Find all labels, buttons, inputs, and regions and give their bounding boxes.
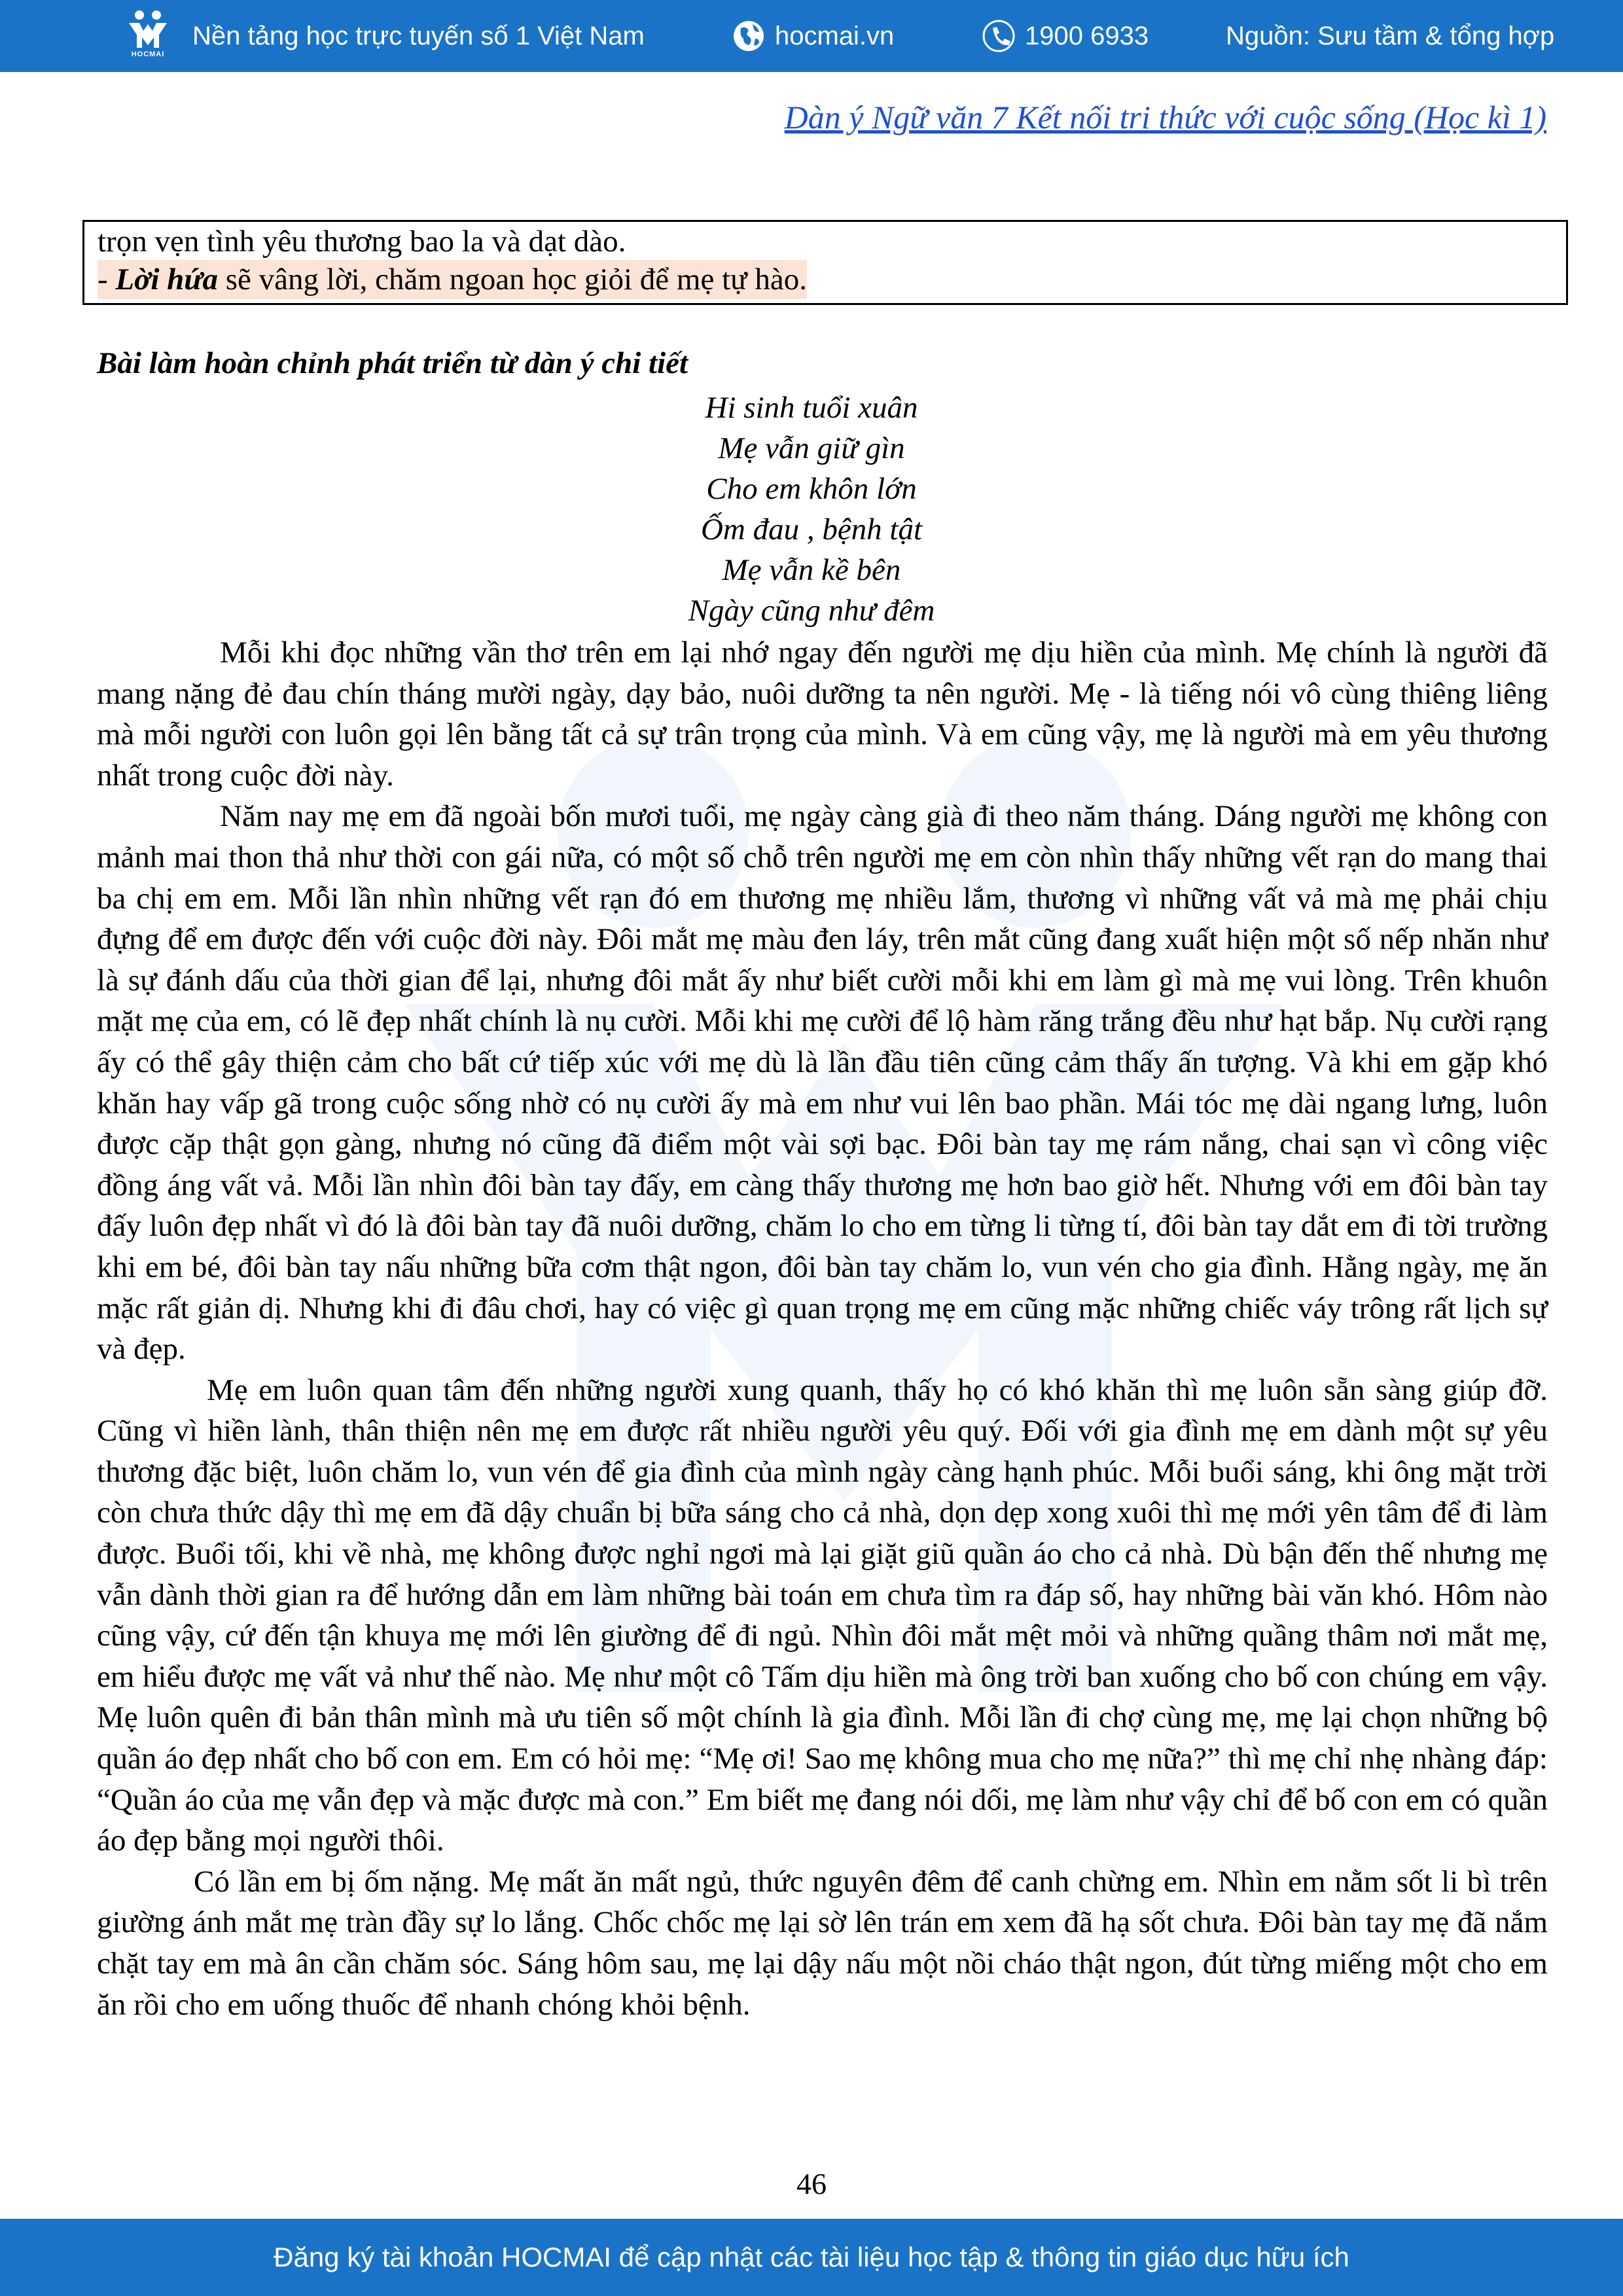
brand-block <box>122 0 645 72</box>
poem-line: Hi sinh tuổi xuân <box>705 391 918 425</box>
paragraph-character: Mẹ em luôn quan tâm đến những người xung quanh, thấy họ có khó khăn thì mẹ luôn sẵn sàng giúp đỡ. Cũng vì hiền lành, thân thiện nên mẹ em được rất nhiều người yêu quý. Đối với gia đình mẹ em dành một sự yêu thương đặc biệt, luôn chăm lo, vun vén để gia đình của mình ngày càng hạnh phúc. Mỗi buổi sáng, khi ông mặt trời còn chưa thức dậy thì mẹ em đã dậy chuẩn bị bữa sáng cho cả nhà, dọn dẹp xong xuôi thì mẹ mới yên tâm để đi làm được. Buổi tối, khi về nhà, mẹ không được nghỉ ngơi mà lại giặt giũ quần áo cho cả nhà. Dù bận đến thế nhưng mẹ vẫn dành thời gian ra để hướng dẫn em làm những bài toán em chưa tìm ra đáp số, hay những bài văn khó. Hôm nào cũng vậy, cứ đến tận khuya mẹ mới lên giường để đi ngủ. Nhìn đôi mắt mệt mỏi và những quầng thâm nơi mắt mẹ, em hiểu được mẹ vất vả như thế nào. Mẹ như một cô Tấm dịu hiền mà ông trời ban xuống cho bố con chúng em vậy. Mẹ luôn quên đi bản thân mình mà ưu tiên số một chính là gia đình. Mỗi lần đi chợ cùng mẹ, mẹ lại chọn những bộ quần áo đẹp nhất cho bố con em. Em có hỏi mẹ: “Mẹ ơi! Sao mẹ không mua cho mẹ nữa?” thì mẹ chỉ nhẹ nhàng đáp: “Quần áo của mẹ vẫn đẹp và mặc được mà con.” Em biết mẹ đang nói dối, mẹ làm như vậy chỉ để bố con em có quần áo đẹp bằng mọi người thôi. <box>97 1372 1548 1858</box>
box-line-1: trọn vẹn tình yêu thương bao la và dạt dào. <box>98 224 626 259</box>
top-banner <box>0 0 1623 72</box>
paragraph-appearance: Năm nay mẹ em đã ngoài bốn mươi tuổi, mẹ ngày càng già đi theo năm tháng. Dáng người mẹ không con mảnh mai thon thả như thời con gái nữa, có một số chỗ trên người mẹ em còn nhìn thấy những vết rạn do mang thai ba chị em em. Mỗi lần nhìn những vết rạn đó em thương mẹ nhiều lắm, thương vì những vất vả mà mẹ phải chịu đựng để em được đến với cuộc đời này. Đôi mắt mẹ màu đen láy, trên mắt cũng đang xuất hiện một số nếp nhăn như là sự đánh dấu của thời gian để lại, nhưng đôi mắt ấy như biết cười mỗi khi em làm gì mà mẹ vui lòng. Trên khuôn mặt mẹ của em, có lẽ đẹp nhất chính là nụ cười. Mỗi khi mẹ cười để lộ hàm răng trắng đều như hạt bắp. Nụ cười rạng ấy có thể gây thiện cảm cho bất cứ tiếp xúc với mẹ dù là lần đầu tiên cũng cảm thấy ấn tượng. Và khi em gặp khó khăn hay vấp gã trong cuộc sống nhờ có nụ cười ấy mà em như vui lên bao phần. Mái tóc mẹ dài ngang lưng, luôn được cặp thật gọn gàng, nhưng nó cũng đã điểm một vài sợi bạc. Đôi bàn tay mẹ rám nắng, chai sạn vì công việc đồng áng vất vả. Mỗi lần nhìn đôi bàn tay đấy, em càng thấy thương mẹ hơn bao giờ hết. Nhưng với em đôi bàn tay đấy luôn đẹp nhất vì đó là đôi bàn tay đã nuôi dưỡng, chăm lo cho em từng li từng tí, đôi bàn tay dắt em đi tời trường khi em bé, đôi bàn tay nấu những bữa cơm thật ngon, đôi bàn tay chăm lo, vun vén cho gia đình. Hằng ngày, mẹ ăn mặc rất giản dị. Nhưng khi đi đâu chơi, hay có việc gì quan trọng mẹ em cũng mặc những chiếc váy trông rất lịch sự và đẹp. <box>97 799 1548 1367</box>
outline-box <box>82 220 1568 305</box>
promise-label: Lời hứa <box>115 262 218 296</box>
poem-line: Cho em khôn lớn <box>706 472 917 506</box>
phone-icon <box>982 19 1016 53</box>
poem-line: Ốm đau , bệnh tật <box>700 512 923 547</box>
paragraph-memory: Có lần em bị ốm nặng. Mẹ mất ăn mất ngủ, thức nguyên đêm để canh chừng em. Nhìn em nằm sốt li bì trên giường ánh mắt mẹ tràn đầy sự lo lắng. Chốc chốc mẹ lại sờ lên trán em xem đã hạ sốt chưa. Đôi bàn tay mẹ đã nắm chặt tay em mà ân cần chăm sóc. Sáng hôm sau, mẹ lại dậy nấu một nồi cháo thật ngon, đút từng miếng một cho em ăn rồi cho em uống thuốc để nhanh chóng khỏi bệnh. <box>97 1864 1548 2022</box>
document-title-link[interactable]: Dàn ý Ngữ văn 7 Kết nối tri thức với cuộc sống (Học kì 1) <box>784 99 1546 135</box>
poem <box>0 387 1623 631</box>
logo-text: HOCMAI <box>131 50 165 58</box>
section-heading: Bài làm hoàn chỉnh phát triển từ dàn ý chi tiết <box>97 346 688 380</box>
hocmai-logo <box>122 9 174 63</box>
tagline: Nền tảng học trực tuyến số 1 Việt Nam <box>192 21 645 50</box>
poem-line: Ngày cũng như đêm <box>688 594 935 628</box>
box-dash: - <box>98 262 116 296</box>
paragraph-intro: Mỗi khi đọc những vần thơ trên em lại nhớ ngay đến người mẹ dịu hiền của mình. Mẹ chính là người đã mang nặng đẻ đau chín tháng mười ngày, dạy bảo, nuôi dưỡng ta nên người. Mẹ - là tiếng nói vô cùng thiêng liêng mà mỗi người con luôn gọi lên bằng tất cả sự trân trọng của mình. Và em cũng vậy, mẹ là người mà em yêu thương nhất trong cuộc đời này. <box>97 636 1548 793</box>
website-link[interactable]: hocmai.vn <box>775 21 895 50</box>
poem-line: Mẹ vẫn giữ gìn <box>718 431 905 465</box>
source-text: Nguồn: Sưu tầm & tổng hợp <box>1226 21 1555 50</box>
source-note <box>1226 0 1554 72</box>
phone-number[interactable]: 1900 6933 <box>1025 21 1149 50</box>
globe-icon <box>732 19 766 53</box>
page-number: 46 <box>796 2167 827 2200</box>
promise-text: sẽ vâng lời, chăm ngoan học giỏi để mẹ tự hào. <box>217 262 807 296</box>
hocmai-logo-icon <box>125 9 171 49</box>
poem-line: Mẹ vẫn kề bên <box>722 553 901 587</box>
box-line-2 <box>98 260 807 299</box>
phone-block[interactable] <box>982 0 1149 72</box>
footer-banner[interactable] <box>0 2219 1623 2296</box>
website-block[interactable] <box>732 0 894 72</box>
essay-body <box>97 632 1548 2025</box>
footer-text: Đăng ký tài khoản HOCMAI để cập nhật các tài liệu học tập & thông tin giáo dục hữu ích <box>274 2242 1349 2272</box>
